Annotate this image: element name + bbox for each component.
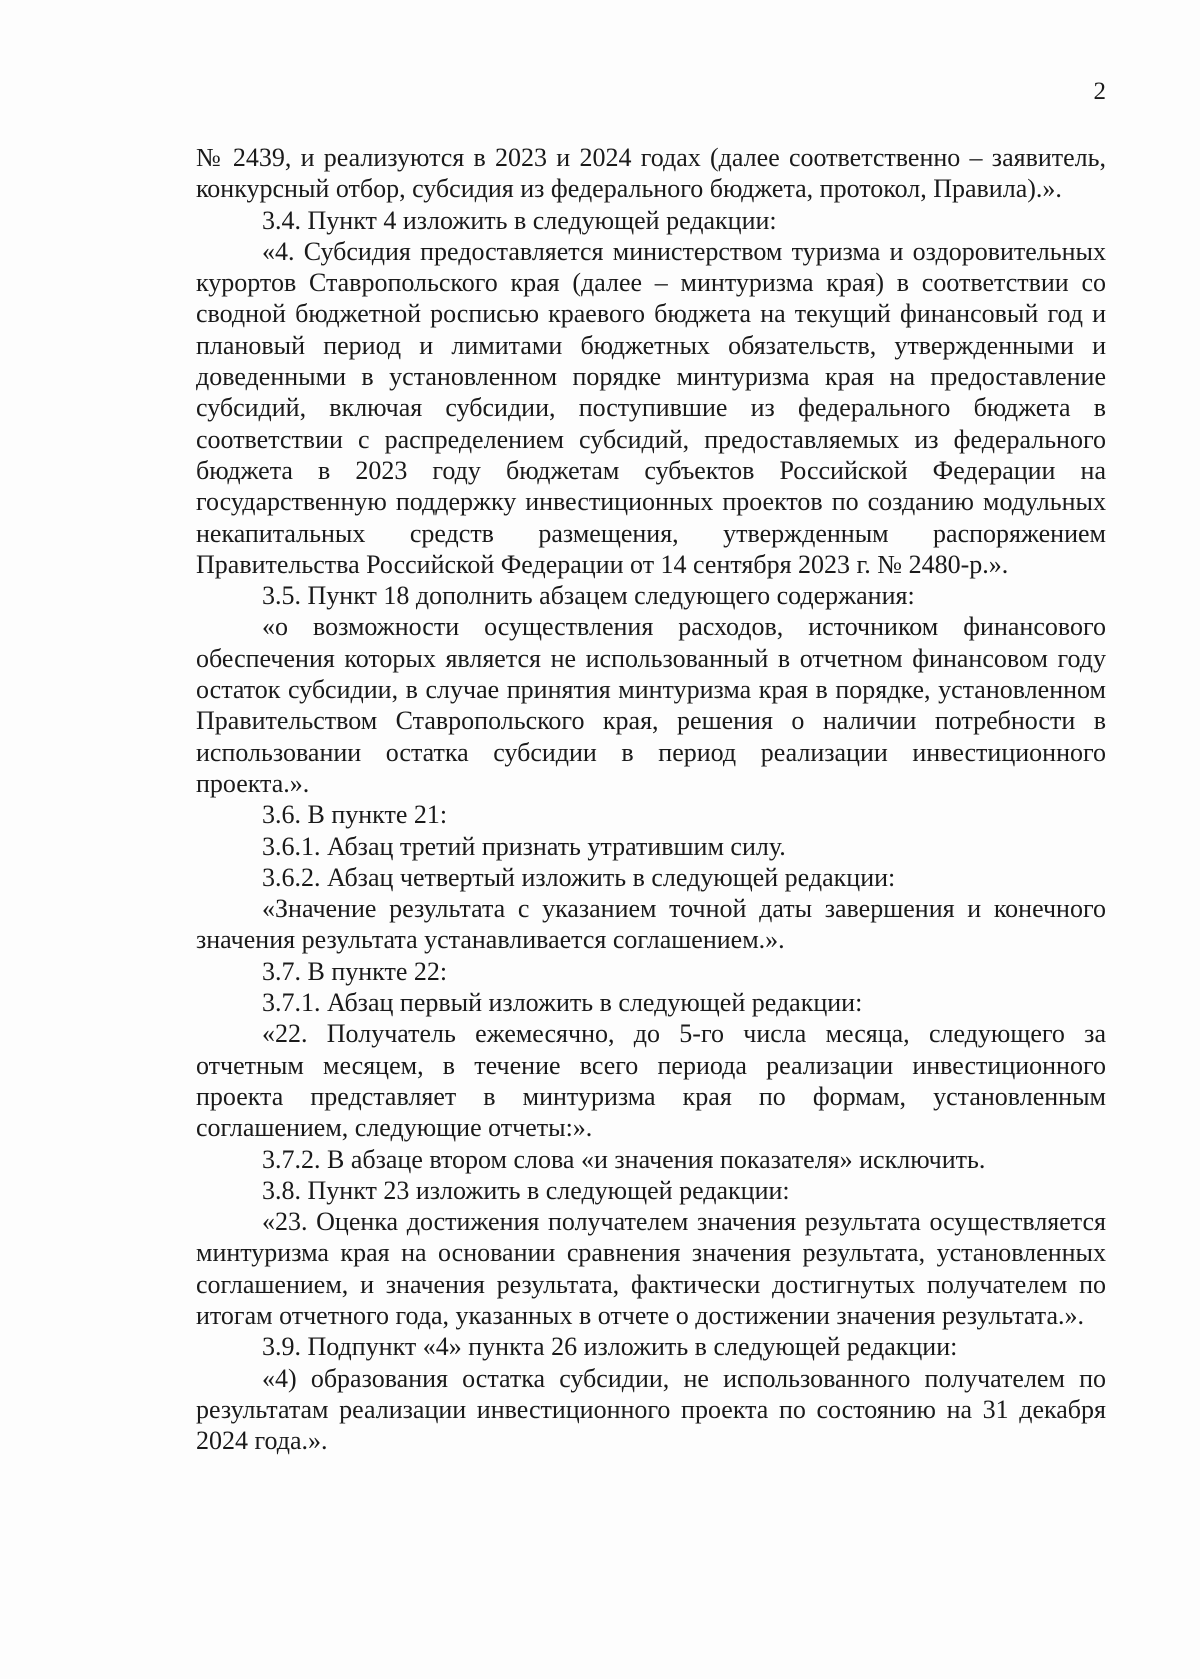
paragraph: «Значение результата с указанием точной даты завершения и конечного значения результата устанавливается соглашением.». <box>196 894 1106 955</box>
paragraph: «о возможности осуществления расходов, источником финансового обеспечения которых является не использованный в отчетном финансовом году остаток субсидии, в случае принятия минтуризма края в порядке, установленном Правительством Ставропольского края, решения о наличии потребности в использовании остатка субсидии в период реализации инвестиционного проекта.». <box>196 612 1106 798</box>
paragraph: 3.9. Подпункт «4» пункта 26 изложить в следующей редакции: <box>262 1332 958 1362</box>
paragraph: «4) образования остатка субсидии, не использованного получателем по результатам реализации инвестиционного проекта по состоянию на 31 декабря 2024 года.». <box>196 1363 1106 1456</box>
paragraph: 3.6.1. Абзац третий признать утратившим силу. <box>262 831 786 861</box>
paragraph: «22. Получатель ежемесячно, до 5-го числа месяца, следующего за отчетным месяцем, в течение всего периода реализации инвестиционного проекта представляет в минтуризма края по формам, установленным соглашением, следующие отчеты:». <box>196 1019 1106 1143</box>
paragraph: № 2439, и реализуются в 2023 и 2024 годах (далее соответственно – заявитель, конкурсный отбор, субсидия из федерального бюджета, протокол, Правила).». <box>196 143 1106 204</box>
paragraph: «23. Оценка достижения получателем значения результата осуществляется минтуризма края на основании сравнения значения результата, установленных соглашением, и значения результата, фактически достигнутых получателем по итогам отчетного года, указанных в отчете о достижении значения результата.». <box>196 1207 1106 1330</box>
paragraph: «4. Субсидия предоставляется министерством туризма и оздоровительных курортов Ставропольского края (далее – минтуризма края) в соответствии со сводной бюджетной росписью краевого бюджета на текущий финансовый год и плановый период и лимитами бюджетных обязательств, утвержденными и доведенными в установленном порядке минтуризма края на предоставление субсидий, включая субсидии, поступившие из федерального бюджета в соответствии с распределением субсидий, предоставляемых из федерального бюджета в 2023 году бюджетам субъектов Российской Федерации на государственную поддержку инвестиционных проектов по созданию модульных некапитальных средств размещения, утвержденным распоряжением Правительства Российской Федерации от 14 сентября 2023 г. № 2480-р.». <box>196 236 1106 579</box>
paragraph: 3.8. Пункт 23 изложить в следующей редакции: <box>262 1175 790 1205</box>
paragraph: 3.4. Пункт 4 изложить в следующей редакции: <box>262 205 777 235</box>
page-number: 2 <box>1093 78 1106 105</box>
paragraph: 3.5. Пункт 18 дополнить абзацем следующего содержания: <box>262 581 915 611</box>
paragraph: 3.7.1. Абзац первый изложить в следующей редакции: <box>262 988 863 1018</box>
paragraph: 3.7.2. В абзаце втором слова «и значения показателя» исключить. <box>262 1144 986 1174</box>
paragraph: 3.6.2. Абзац четвертый изложить в следующей редакции: <box>262 862 896 892</box>
document-body <box>196 142 1106 1456</box>
paragraph: 3.6. В пункте 21: <box>262 800 448 830</box>
paragraph: 3.7. В пункте 22: <box>262 956 448 986</box>
